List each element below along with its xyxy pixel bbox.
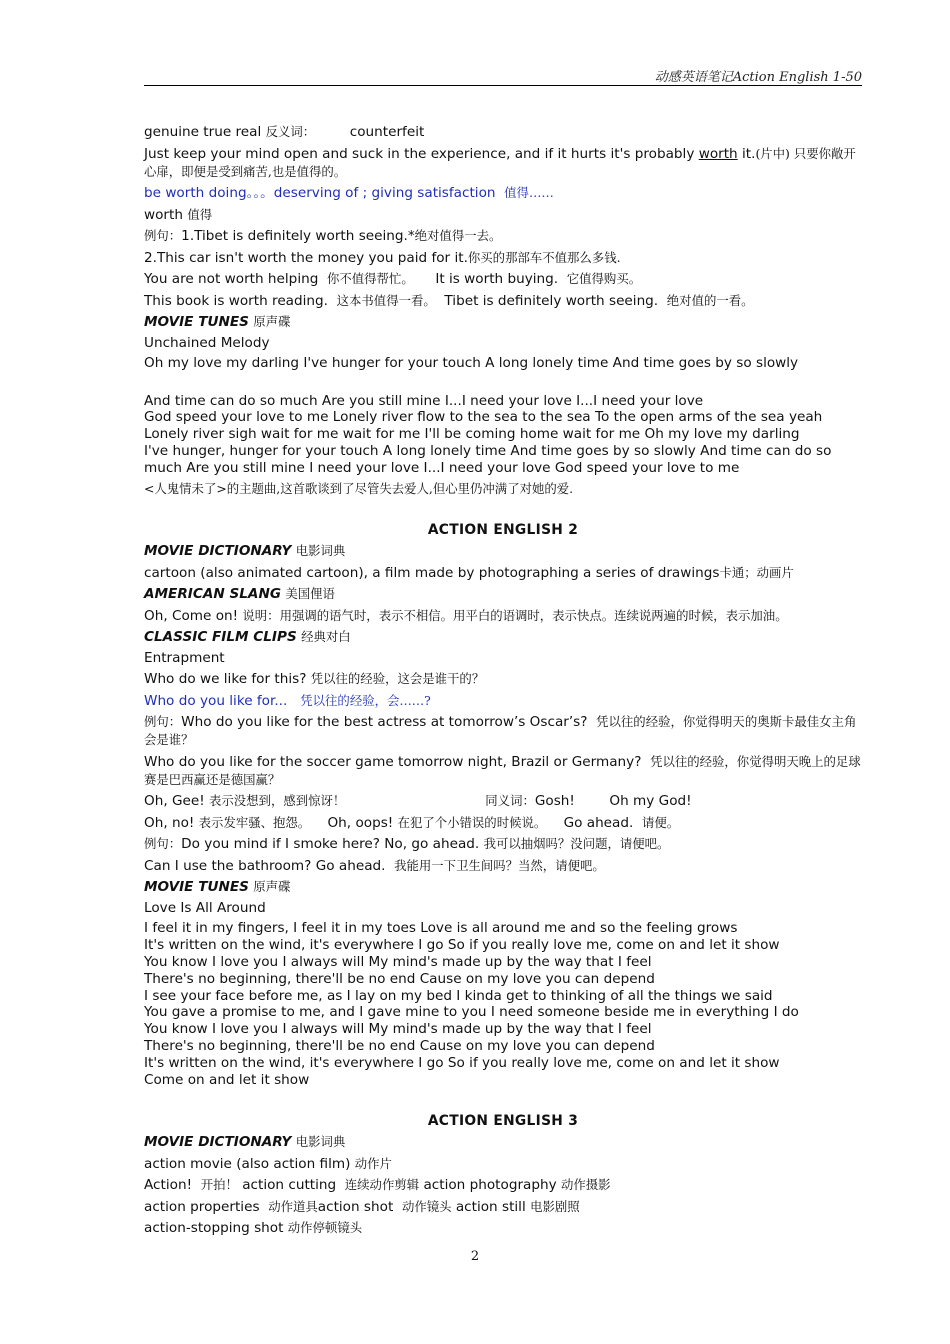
example-5: [144, 713, 862, 749]
movie-dictionary-heading-3: [144, 1133, 862, 1151]
come-on-cn: 说明：用强调的语气时，表示不相信。用平白的语调时，表示快点。连续说两遍的时候，表示加油。: [242, 607, 788, 623]
spacer: [144, 376, 862, 393]
worth-doing-line: [144, 184, 862, 202]
oops-cn: 在犯了个小错误的时候说。: [397, 814, 547, 830]
action-line-3: [144, 1198, 862, 1216]
example-3-cn-2: 它值得购买。: [566, 271, 642, 286]
action-shot-en: action shot: [317, 1198, 394, 1215]
example-4: [144, 292, 862, 310]
who-2-cn: 凭以往的经验，会……?: [300, 692, 431, 708]
american-slang-cn: 美国俚语: [285, 586, 335, 602]
example-4-en-1: This book is worth reading.: [144, 292, 328, 309]
action-shot-cn: 动作镜头: [401, 1198, 452, 1214]
example-label: 例句：: [144, 714, 182, 730]
action-movie-cn: 动作片: [354, 1155, 392, 1171]
action-still-en: action still: [455, 1198, 526, 1215]
oh-no-en: Oh, no!: [144, 814, 195, 831]
worth-line: [144, 206, 862, 224]
quote-line: [144, 145, 862, 181]
classic-film-clips-label: CLASSIC FILM CLIPS: [144, 629, 297, 646]
genuine-antonym: counterfeit: [349, 124, 425, 140]
example-7-en: Do you mind if I smoke here? No, go ahead.: [181, 836, 480, 853]
action-en: Action!: [144, 1177, 193, 1194]
action-cutting-cn: 连续动作剪辑: [344, 1177, 420, 1193]
cartoon-en: cartoon (also animated cartoon), a film made by photographing a series of drawings: [144, 564, 720, 581]
header-rule: [144, 85, 862, 86]
example-2-en: 2.This car isn't worth the money you paid for it.: [144, 249, 468, 266]
action-movie-en: action movie (also action film): [144, 1155, 351, 1172]
gee-line: [144, 792, 862, 810]
action-still-cn: 电影剧照: [530, 1198, 580, 1214]
example-8-en: Can I use the bathroom? Go ahead.: [144, 857, 386, 874]
movie-tunes-label: MOVIE TUNES: [144, 879, 249, 896]
example-3-en-1: You are not worth helping: [144, 271, 319, 287]
example-1-cn: 绝对值得一去。: [414, 228, 502, 243]
who-2-en: Who do you like for...: [144, 692, 288, 709]
lyrics-text: And time can do so much Are you still mine I...I need your love I...I need your love God speed your love to me Lonely river flow to the sea to the sea To the open arms of the sea yeah Lonely river sigh wait for me wait for me I'll be coming home wait for me Oh my love my darling I've hunger, hunger for your touch A long lonely time And time goes by so slowly And time can do so much Are you still mine I need your love I...I need your love God speed your love to me: [144, 392, 832, 476]
example-4-cn-2: 绝对值的一看。: [666, 292, 754, 308]
american-slang-heading: [144, 585, 862, 603]
film-title: Entrapment: [144, 649, 225, 666]
who-line-2: [144, 692, 862, 710]
movie-tunes-cn: 原声碟: [253, 879, 291, 895]
movie-dictionary-cn: 电影词典: [295, 1134, 346, 1150]
example-8-cn: 我能用一下卫生间吗？当然，请便吧。: [394, 857, 605, 873]
cartoon-line: [144, 564, 862, 582]
example-3: [144, 270, 862, 288]
example-4-cn-1: 这本书值得一看。: [336, 292, 436, 308]
example-6: [144, 753, 862, 789]
genuine-en: genuine true real: [144, 124, 262, 140]
movie-dictionary-label: MOVIE DICTIONARY: [144, 1134, 292, 1151]
worth-en: worth: [144, 206, 183, 223]
movie-tunes-heading-2: [144, 878, 862, 896]
example-3-en-2: It is worth buying.: [435, 271, 559, 287]
action-photography-cn: 动作摄影: [561, 1177, 611, 1193]
synonym-en: Gosh! Oh my God!: [534, 793, 692, 810]
spacer: [144, 501, 862, 522]
movie-dictionary-label: MOVIE DICTIONARY: [144, 543, 292, 560]
example-2: [144, 249, 862, 267]
movie-tunes-heading: [144, 313, 862, 331]
worth-doing-en: be worth doing。。。deserving of ; giving satisfaction: [144, 185, 496, 201]
action-properties-cn: 动作道具: [268, 1198, 318, 1214]
example-6-en: Who do you like for the soccer game tomorrow night, Brazil or Germany?: [144, 753, 642, 770]
go-ahead-en: Go ahead.: [563, 814, 634, 831]
example-5-en: Who do you like for the best actress at tomorrow’s Oscar’s?: [181, 714, 588, 731]
worth-doing-cn: 值得……: [504, 185, 554, 200]
classic-film-clips-heading: [144, 628, 862, 646]
example-6-cn: 凭以往的经验，你觉得明天晚上的足球赛是巴西赢还是德国赢？: [144, 753, 861, 787]
cartoon-cn: 卡通；动画片: [719, 564, 794, 580]
example-2-cn: 你买的那部车不值那么多钱.: [467, 249, 621, 265]
quote-en-2: it.: [737, 145, 756, 162]
gee-en: Oh, Gee!: [144, 793, 205, 810]
worth-cn: 值得: [187, 206, 213, 222]
page-content: [144, 123, 862, 1241]
lyrics: [144, 393, 862, 477]
example-8: [144, 857, 862, 875]
synonym-cn: 同义词：: [485, 793, 535, 809]
who-1-cn: 凭以往的经验，这会是谁干的？: [310, 671, 485, 687]
action-line-2: [144, 1176, 862, 1194]
oops-en: Oh, oops!: [327, 814, 394, 831]
genuine-line: [144, 123, 862, 141]
example-label: 例句：: [144, 836, 182, 852]
who-1-en: Who do we like for this?: [144, 671, 307, 688]
go-ahead-cn: 请便。: [641, 814, 680, 830]
action-stopping-en: action-stopping shot: [144, 1220, 284, 1237]
classic-film-clips-cn: 经典对白: [301, 629, 351, 645]
example-4-en-2: Tibet is definitely worth seeing.: [444, 292, 659, 309]
lyrics-2-text: I feel it in my fingers, I feel it in my toes Love is all around me and so the feeling grows It's written on the wind, it's everywhere I go So if you really love me, come on and let it show You know I love you I always will My mind's made up by the way that I feel There's no beginning, there'll be no end Cause on my love you can depend I see your face before me, as I lay on my bed I kinda get to thinking of all the things we said You gave a promise to me, and I gave mine to you I need someone beside me in everything I do You know I love you I always will My mind's made up by the way that I feel There's no beginning, there'll be no end Cause on my love you can depend It's written on the wind, it's everywhere I go So if you really love me, come on and let it show Come on and let it show: [144, 920, 799, 1088]
lyrics-2: [144, 920, 862, 1088]
example-label: 例句：: [144, 228, 182, 243]
lyric-line: Oh my love my darling I've hunger for your touch A long lonely time And time goes by so slowly: [144, 355, 799, 371]
gee-cn: 表示没想到，感到惊讶！: [209, 793, 346, 809]
quote-cn: (片中) 只要你敞开心扉，即便是受到痛苦,也是值得的。: [144, 145, 856, 179]
quote-en-1: Just keep your mind open and suck in the experience, and if it hurts it's probably: [144, 145, 699, 162]
come-on-en: Oh, Come on!: [144, 607, 239, 624]
page-header: 动感英语笔记Action English 1-50: [654, 70, 862, 85]
example-1-en: 1.Tibet is definitely worth seeing.*: [181, 228, 415, 244]
movie-dictionary-cn: 电影词典: [295, 543, 346, 559]
section-title-2: ACTION ENGLISH 2: [427, 521, 579, 538]
section-title-3: ACTION ENGLISH 3: [427, 1112, 579, 1129]
who-line-1: [144, 670, 862, 688]
action-cn: 开拍！: [200, 1177, 238, 1193]
oh-no-line: [144, 814, 862, 832]
action-cutting-en: action cutting: [242, 1177, 337, 1194]
come-on-line: [144, 607, 862, 625]
movie-tunes-label: MOVIE TUNES: [144, 314, 249, 330]
oh-no-cn: 表示发牢骚、抱怨。: [198, 814, 311, 830]
song-title-2: Love Is All Around: [144, 899, 266, 916]
action-properties-en: action properties: [144, 1198, 260, 1215]
quote-worth: worth: [698, 145, 738, 162]
movie-tunes-cn: 原声碟: [253, 314, 291, 329]
american-slang-label: AMERICAN SLANG: [144, 586, 281, 603]
example-3-cn-1: 你不值得帮忙。: [327, 271, 414, 286]
action-line-4: [144, 1219, 862, 1237]
song-note: <人鬼情未了>的主题曲,这首歌谈到了尽管失去爱人,但心里仍冲满了对她的爱.: [144, 481, 574, 497]
genuine-cn: 反义词：: [265, 124, 316, 139]
example-5-cn: 凭以往的经验，你觉得明天的奥斯卡最佳女主角会是谁？: [144, 714, 857, 748]
song-title: Unchained Melody: [144, 334, 270, 351]
example-7-cn: 我可以抽烟吗？没问题，请便吧。: [483, 836, 670, 852]
action-movie-line: [144, 1155, 862, 1173]
spacer: [144, 1092, 862, 1113]
action-photography-en: action photography: [423, 1177, 557, 1194]
action-stopping-cn: 动作停顿镜头: [287, 1220, 363, 1236]
example-7: [144, 835, 862, 853]
page-number: 2: [470, 1249, 480, 1264]
movie-dictionary-heading: [144, 542, 862, 560]
example-1: [144, 227, 862, 245]
